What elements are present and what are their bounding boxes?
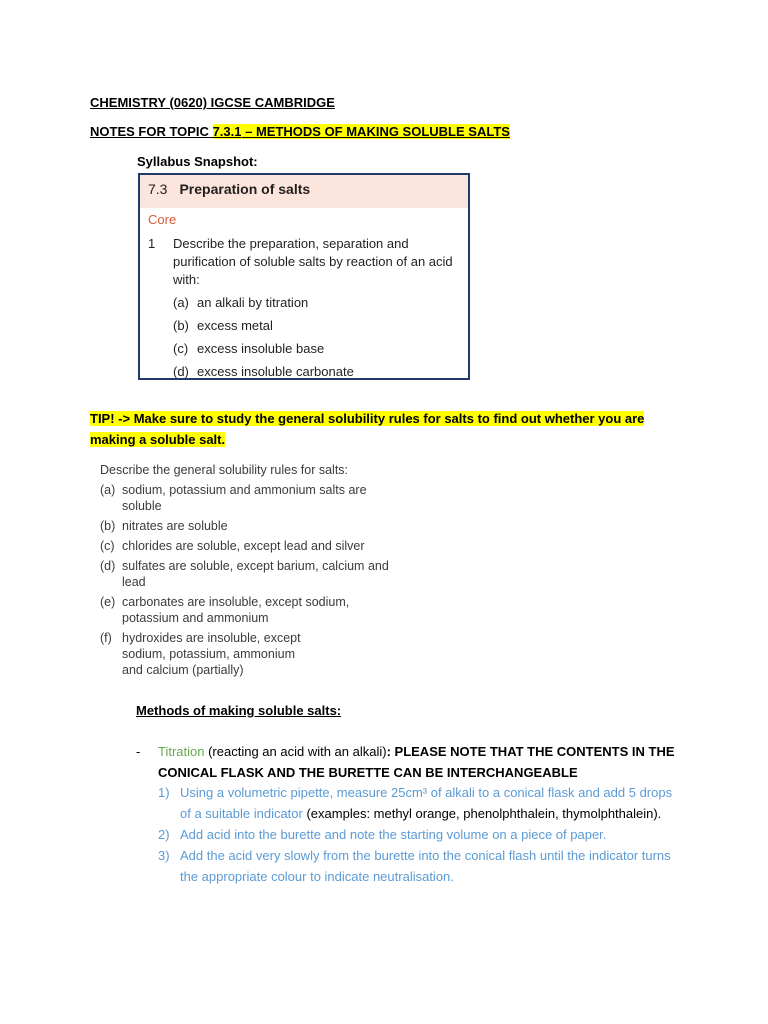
syllabus-section-title: Preparation of salts bbox=[179, 181, 311, 197]
rule-item: (c) chlorides are soluble, except lead and silver bbox=[100, 539, 365, 553]
syllabus-section-header bbox=[140, 175, 468, 208]
rule-item: (e) carbonates are insoluble, except sodium, potassium and ammonium bbox=[100, 595, 350, 625]
syllabus-item-text: Describe the preparation, separation and purification of soluble salts by reaction of an acid with: bbox=[173, 236, 453, 287]
course-title: CHEMISTRY (0620) IGCSE CAMBRIDGE bbox=[90, 95, 335, 110]
rule-item: (a) sodium, potassium and ammonium salts are soluble bbox=[100, 483, 367, 513]
syllabus-sub-item: (d) excess insoluble carbonate bbox=[173, 364, 354, 379]
tip-note bbox=[90, 408, 670, 450]
syllabus-snapshot-image bbox=[138, 173, 470, 380]
syllabus-sub-item: (b) excess metal bbox=[173, 318, 273, 333]
topic-name: METHODS OF MAKING SOLUBLE SALTS bbox=[255, 124, 510, 139]
syllabus-core-label: Core bbox=[148, 212, 177, 227]
bullet-marker: - bbox=[136, 744, 141, 759]
titration-paren: (reacting an acid with an alkali) bbox=[204, 744, 387, 759]
methods-heading: Methods of making soluble salts: bbox=[136, 703, 342, 718]
syllabus-item bbox=[140, 235, 468, 289]
solubility-rules-image bbox=[100, 462, 390, 678]
syllabus-section-number: 7.3 bbox=[148, 181, 168, 197]
titration-word: Titration bbox=[158, 744, 205, 759]
titration-note: : PLEASE NOTE THAT THE CONTENTS IN THE CONICAL FLASK AND THE BURETTE CAN BE INTERCHANGEABLE bbox=[158, 744, 675, 780]
syllabus-sub-item: (c) excess insoluble base bbox=[173, 341, 325, 356]
titration-method bbox=[158, 741, 698, 783]
titration-step: 3) Add the acid very slowly from the burette into the conical flash until the indicator turns the appropriate colour to indicate neutralisation. bbox=[158, 848, 671, 884]
titration-step: 1) Using a volumetric pipette, measure 25cm³ of alkali to a conical flask and add 5 drops of a suitable indicator (examples: methyl orange, phenolphthalein, thymolphthalein). bbox=[158, 785, 673, 821]
syllabus-item-number: 1 bbox=[148, 236, 156, 251]
topic-prefix: NOTES FOR TOPIC bbox=[90, 124, 213, 139]
rule-item: (f) hydroxides are insoluble, except sodium, potassium, ammonium and calcium (partially) bbox=[100, 631, 301, 677]
solubility-rules-heading: Describe the general solubility rules for salts: bbox=[100, 463, 349, 477]
rule-item: (d) sulfates are soluble, except barium, calcium and lead bbox=[100, 559, 389, 589]
syllabus-label: Syllabus Snapshot: bbox=[137, 154, 258, 169]
titration-step: 2) Add acid into the burette and note the starting volume on a piece of paper. bbox=[158, 827, 607, 842]
syllabus-sub-item: (a) an alkali by titration bbox=[173, 295, 309, 310]
tip-text: TIP! -> Make sure to study the general solubility rules for salts to find out whether you are making a soluble salt. bbox=[90, 411, 645, 447]
topic-dash: – bbox=[241, 124, 256, 139]
topic-number: 7.3.1 bbox=[212, 124, 242, 139]
titration-steps bbox=[158, 782, 678, 887]
rule-item: (b) nitrates are soluble bbox=[100, 519, 228, 533]
topic-heading bbox=[90, 123, 510, 141]
